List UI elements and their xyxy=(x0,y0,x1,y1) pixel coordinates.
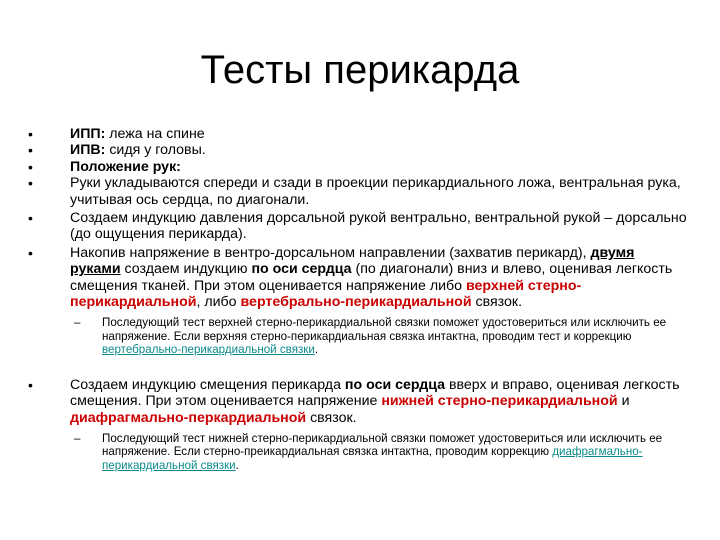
item-text: Накопив напряжение в вентро-дорсальном направлении (захватив перикард), xyxy=(70,244,587,261)
list-item xyxy=(28,126,688,142)
item-text: и xyxy=(617,393,630,410)
ligament-link[interactable]: вертебрально-перикардиальной связки xyxy=(102,343,315,357)
item-text: , либо xyxy=(196,294,241,311)
bullet-icon: • xyxy=(28,158,33,175)
item-text: сидя у головы. xyxy=(105,142,206,159)
item-label: ИПВ: xyxy=(70,142,106,159)
bullet-icon: • xyxy=(28,244,33,261)
bullet-icon: • xyxy=(28,210,33,227)
item-text: связок. xyxy=(306,409,357,426)
list-item xyxy=(28,142,688,158)
item-text: создаем индукцию xyxy=(120,261,252,278)
item-text: связок. xyxy=(471,294,523,311)
item-label: ИПП: xyxy=(70,126,106,142)
list-item xyxy=(28,245,688,311)
sub-item-text: . xyxy=(235,458,239,472)
item-text: (по диагонали) вниз и влево, оценивая легкость смещения тканей. При этом оценивается напряжение либо xyxy=(70,261,673,294)
ligament-name: верхней стерно-перикардиальной xyxy=(70,277,582,311)
item-text: лежа на спине xyxy=(105,126,205,142)
ligament-name: вертебрально-перикардиальной xyxy=(240,294,472,311)
sub-item-text: . xyxy=(314,343,319,357)
sub-item-text: Последующий тест нижней стерно-перикардиальной связки поможет удостовериться или исключить ее напряжение. Если стерно-преикардиальная связка интактна, проводим коррекцию xyxy=(102,431,663,459)
list-item xyxy=(28,159,688,175)
bullet-icon: • xyxy=(28,175,33,192)
item-emphasis: двумя руками xyxy=(70,244,635,278)
list-item xyxy=(28,210,688,243)
item-emphasis: по оси сердца xyxy=(344,376,446,393)
bullet-icon: • xyxy=(28,376,33,393)
bullet-icon: • xyxy=(28,126,33,142)
list-item xyxy=(28,175,688,208)
item-text: вверх и вправо, оценивая легкость смещения. При этом оценивается напряжение xyxy=(70,376,680,410)
list-item xyxy=(28,377,688,426)
item-label: Положение рук: xyxy=(70,158,181,175)
slide-title: Тесты перикарда xyxy=(200,48,520,92)
sub-item xyxy=(74,316,688,356)
sub-item xyxy=(74,432,688,472)
ligament-name: диафрагмально-перкардиальной xyxy=(70,409,307,426)
item-text: Создаем индукцию давления дорсальной рукой вентрально, вентральной рукой – дорсально (до ощущения перикарда). xyxy=(70,210,687,243)
ligament-name: нижней стерно-перикардиальной xyxy=(381,393,618,410)
sub-item-text: Последующий тест верхней стерно-перикардиальной связки поможет удостовериться или исключить ее напряжение. Если верхняя стерно-перикардиальная связка интактна, проводим тест и коррекцию xyxy=(102,316,667,343)
bullet-list xyxy=(28,126,688,472)
ligament-link[interactable]: диафрагмально-перикардиальной связки xyxy=(102,445,643,472)
item-text: Создаем индукцию смещения перикарда xyxy=(70,376,345,393)
dash-icon: – xyxy=(74,431,81,445)
bullet-icon: • xyxy=(28,142,33,159)
item-emphasis: по оси сердца xyxy=(251,261,352,278)
dash-icon: – xyxy=(74,316,81,330)
item-text: Руки укладываются спереди и сзади в проекции перикардиального ложа, вентральная рука, учитывая ось сердца, по диагонали. xyxy=(70,175,681,208)
